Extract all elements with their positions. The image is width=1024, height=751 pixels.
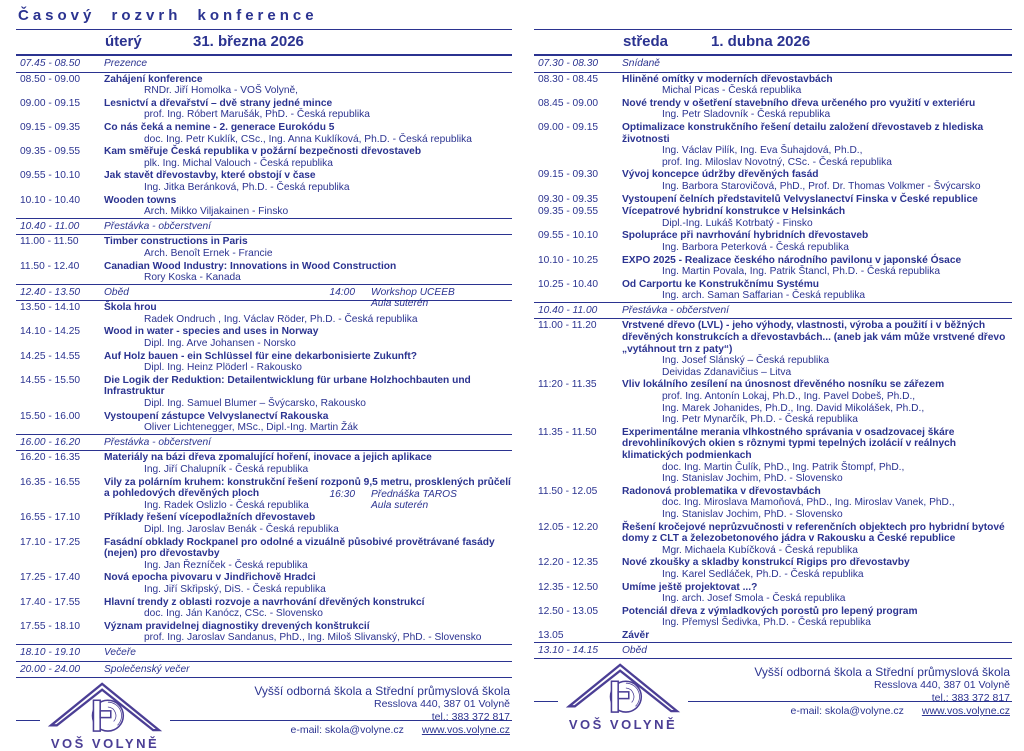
speaker-line: Ing. Radek Oslizlo - Česká republika: [144, 499, 309, 511]
talk-title: Závěr: [622, 629, 650, 641]
speaker-line: Ing. arch. Saman Saffarian - Česká republika: [662, 290, 866, 302]
schedule-talk-row: [16, 536, 512, 572]
schedule-talk-row: [16, 374, 512, 410]
note-time: 14:00: [329, 286, 355, 298]
website-link[interactable]: www.vos.volyne.cz: [421, 724, 510, 737]
row-time: 13.10 - 14.15: [538, 644, 599, 656]
speaker-line: Ing. Stanislav Jochim, PhD. - Slovensko: [662, 473, 843, 485]
talk-title: Vrstvené dřevo (LVL) - jeho výhody, vlastnosti, výroba a použití i v běžných dřevěných konstrukcích a dřevostavbách... (aneb jak vám může vrstvené dřevo „vytáhnout trn z paty“): [622, 320, 1006, 355]
talk-title: Radonová problematika v dřevostavbách: [622, 485, 821, 497]
speaker-line: Ing. Petr Mynarčík, Ph.D. - Česká republika: [662, 414, 858, 426]
row-time: 17.25 - 17.40: [20, 572, 81, 584]
school-phone: tel.: 383 372 817: [431, 711, 510, 724]
schedule-rows-wednesday: [534, 56, 1012, 659]
vos-volyne-logo: [40, 681, 170, 751]
talk-title: Co nás čeká a nemine - 2. generace Eurokódu 5: [104, 121, 335, 133]
speaker-line: Dipl. Ing. Samuel Blumer – Švýcarsko, Rakousko: [144, 398, 366, 410]
schedule-break-row: [16, 56, 512, 73]
row-time: 16.35 - 16.55: [20, 476, 81, 488]
schedule-break-row: [16, 434, 512, 452]
row-content: [622, 98, 1012, 121]
row-content: [622, 230, 1012, 253]
row-time: 09.15 - 09.35: [20, 121, 81, 133]
speaker-line: prof. Ing. Jaroslav Sandanus, PhD., Ing. Miloš Slivanský, PhD. - Slovensko: [144, 632, 482, 644]
speaker-line: Ing. Jiří Chalupník - Česká republika: [144, 464, 309, 475]
row-time: 14.25 - 14.55: [20, 350, 81, 362]
note-time: 16:30: [329, 488, 355, 500]
document-title: Časový rozvrh konference: [18, 7, 318, 24]
row-content: [104, 621, 512, 644]
row-time: 09.35 - 09.55: [538, 206, 599, 218]
schedule-talk-row: [16, 596, 512, 620]
speaker-line: Ing. Josef Slánský – Česká republika: [662, 355, 830, 367]
row-time: 11:20 - 11.35: [538, 379, 597, 391]
speaker-line: Ing. Jiří Skřipský, DiS. - Česká republika: [144, 583, 326, 595]
row-content: [104, 512, 512, 535]
vos-volyne-logo: [558, 662, 688, 732]
row-content: [622, 255, 1012, 278]
schedule-talk-row: [534, 278, 1012, 302]
speaker-line: Ing. Petr Sladovník - Česká republika: [662, 109, 831, 121]
school-address: Resslova 440, 387 01 Volyně: [373, 698, 510, 711]
row-time: 09.30 - 09.35: [538, 193, 599, 205]
row-time: 09.00 - 09.15: [20, 97, 81, 109]
speaker-line: Michal Picas - Česká republika: [662, 85, 802, 97]
title-spacer: [534, 7, 1012, 29]
speaker-line: doc. Ing. Petr Kuklík, CSc., Ing. Anna Kuklíková, Ph.D. - Česká republika: [144, 133, 472, 145]
schedule-talk-row: [16, 325, 512, 349]
row-content: [104, 221, 512, 233]
row-time: 10.10 - 10.40: [20, 194, 81, 206]
row-content: [104, 326, 512, 349]
schedule-talk-row: [534, 426, 1012, 485]
break-label: Snídaně: [622, 58, 660, 69]
talk-title: Od Carportu ke Konstrukčnímu Systému: [622, 278, 819, 290]
speaker-line: Mgr. Michaela Kubíčková - Česká republika: [662, 544, 858, 556]
speaker-line: Rory Koska - Kanada: [144, 272, 241, 284]
row-time: 12.50 - 13.05: [538, 605, 599, 617]
row-time: 11.35 - 11.50: [538, 426, 597, 438]
row-content: [104, 170, 512, 193]
row-time: 13.05: [538, 629, 564, 641]
row-content: [104, 261, 512, 284]
note-line: Workshop UCEEB: [371, 286, 455, 298]
row-time: 10.40 - 11.00: [20, 220, 80, 232]
schedule-break-row: [534, 302, 1012, 320]
row-content: [622, 522, 1012, 557]
talk-title: Nová epocha pivovaru v Jindřichově Hradci: [104, 572, 316, 584]
talk-title: Nové trendy v ošetření stavebního dřeva určeného pro využití v exteriéru: [622, 97, 976, 109]
row-content: [622, 279, 1012, 302]
schedule-talk-row: [534, 556, 1012, 580]
talk-title: Timber constructions in Paris: [104, 236, 248, 248]
row-time: 10.25 - 10.40: [538, 278, 599, 290]
schedule-talk-row: [534, 485, 1012, 521]
day-name: úterý: [105, 33, 142, 50]
schedule-break-row: [16, 662, 512, 679]
row-content: [104, 411, 512, 434]
schedule-rows-tuesday: [16, 56, 512, 678]
schedule-talk-row: [16, 121, 512, 145]
speaker-line: Ing. arch. Josef Smola - Česká republika: [662, 593, 846, 605]
talk-title: Fasádní obklady Rockpanel pro odolné a vizuálně působivé provětrávané fasády (nejen) pro dřevostavby: [104, 536, 495, 560]
speaker-line: Ing. Jan Řezníček - Česká republika: [144, 559, 308, 571]
speaker-line: doc. Ing. Martin Čulík, PhD., Ing. Patrik Štompf, PhD.,: [662, 461, 905, 473]
row-time: 11.50 - 12.40: [20, 260, 80, 272]
schedule-talk-row: [534, 629, 1012, 643]
row-content: [622, 606, 1012, 629]
footer-contact-block: [754, 665, 1010, 718]
row-content: [622, 379, 1012, 425]
logo-text: VOŠ VOLYNĚ: [50, 736, 160, 751]
schedule-talk-row: [534, 73, 1012, 97]
speaker-line: Ing. Marek Johanides, Ph.D., Ing. David Mikolášek, Ph.D.,: [662, 402, 925, 414]
school-name: Vyšší odborná škola a Střední průmyslová škola: [754, 665, 1010, 680]
row-time: 12.40 - 13.50: [20, 286, 81, 298]
row-time: 11.00 - 11.50: [20, 236, 79, 248]
email-address: e-mail: skola@volyne.cz: [290, 724, 404, 737]
side-note: [321, 287, 455, 311]
schedule-break-row: [534, 56, 1012, 73]
break-label: Přestávka - občerstvení: [104, 436, 212, 448]
row-content: [622, 206, 1012, 229]
schedule-talk-row: [16, 410, 512, 434]
website-link[interactable]: www.vos.volyne.cz: [921, 705, 1010, 718]
note-line: Aula suterén: [371, 500, 429, 512]
speaker-line: Dipl. Ing. Arve Johansen - Norsko: [144, 338, 296, 350]
schedule-talk-row: [16, 451, 512, 475]
row-content: [622, 74, 1012, 97]
talk-title: Wood in water - species and uses in Norway: [104, 326, 319, 338]
page-tuesday: [16, 7, 512, 751]
speaker-line: Arch. Benoît Ernek - Francie: [144, 247, 273, 259]
speaker-line: Ing. Stanislav Jochim, PhD. - Slovensko: [662, 508, 843, 520]
talk-title: Spolupráce při navrhování hybridních dřevostaveb: [622, 230, 869, 242]
talk-title: Zahájení konference: [104, 73, 203, 85]
day-date: 31. března 2026: [193, 33, 304, 50]
row-time: 16.20 - 16.35: [20, 452, 81, 464]
row-time: 11.00 - 11.20: [538, 320, 597, 332]
talk-title: Materiály na bázi dřeva zpomalující hoření, inovace a jejich aplikace: [104, 452, 432, 464]
schedule-talk-row: [534, 205, 1012, 229]
speaker-line: Ing. Přemysl Šedivka, Ph.D. - Česká republika: [662, 617, 871, 629]
row-content: [104, 74, 512, 97]
email-address: e-mail: skola@volyne.cz: [790, 705, 904, 718]
side-note: [321, 489, 457, 513]
talk-title: EXPO 2025 - Realizace českého národního pavilonu v japonské Ósace: [622, 254, 962, 266]
row-time: 08.45 - 09.00: [538, 97, 599, 109]
schedule-talk-row: [16, 97, 512, 121]
schedule-talk-row: [16, 169, 512, 193]
note-text: [371, 489, 457, 513]
page-footer: [16, 681, 512, 751]
schedule-talk-row: [534, 378, 1012, 425]
schedule-talk-row: [16, 476, 512, 512]
speaker-line: Radek Ondruch , Ing. Václav Röder, Ph.D. - Česká republika: [144, 313, 418, 325]
row-content: [622, 557, 1012, 580]
speaker-line: Ing. Jitka Beránková, Ph.D. - Česká republika: [144, 181, 350, 193]
talk-title: Vývoj koncepce údržby dřevěných fasád: [622, 169, 819, 181]
row-content: [622, 320, 1012, 378]
schedule-talk-row: [534, 168, 1012, 192]
talk-title: Potenciál dřeva z výmladkových porostů pro lepený program: [622, 605, 918, 617]
schedule-talk-row: [16, 620, 512, 644]
row-time: 13.50 - 14.10: [20, 302, 81, 314]
schedule-talk-row: [534, 581, 1012, 605]
talk-title: Příklady řešení vícepodlažních dřevostaveb: [104, 512, 316, 524]
row-content: [622, 630, 1012, 642]
row-time: 07.45 - 08.50: [20, 58, 81, 69]
talk-title: Vícepatrové hybridní konstrukce v Helsinkách: [622, 206, 846, 218]
row-time: 17.40 - 17.55: [20, 596, 81, 608]
row-content: [104, 437, 512, 449]
schedule-talk-row: [534, 254, 1012, 278]
speaker-line: Ing. Barbora Peterková - Česká republika: [662, 241, 849, 253]
talk-title: Nové zkoušky a skladby konstrukcí Rigips pro dřevostavby: [622, 557, 910, 569]
break-label: Večeře: [104, 646, 136, 658]
speaker-line: Dipl. Ing. Jaroslav Benák - Česká republika: [144, 523, 339, 535]
school-address: Resslova 440, 387 01 Volyně: [873, 679, 1010, 692]
row-content: [104, 351, 512, 374]
row-content: [104, 375, 512, 410]
break-label: Oběd: [622, 644, 647, 656]
speaker-line: Oliver Lichtenegger, MSc., Dipl.-Ing. Martin Žák: [144, 422, 359, 434]
row-content: [104, 572, 512, 595]
schedule-talk-row: [534, 97, 1012, 121]
talk-title: Kam směřuje Česká republika v požární bezpečnosti dřevostaveb: [104, 146, 422, 158]
talk-title: Škola hrou: [104, 302, 157, 314]
day-header-wednesday: [534, 29, 1012, 56]
speaker-line: RNDr. Jiří Homolka - VOŠ Volyně,: [144, 85, 298, 97]
school-name: Vyšší odborná škola a Střední průmyslová škola: [254, 684, 510, 699]
row-content: [104, 597, 512, 620]
row-content: [622, 305, 1012, 317]
speaker-line: Arch. Mikko Viljakainen - Finsko: [144, 206, 289, 218]
row-content: [104, 98, 512, 121]
talk-title: Lesnictví a dřevařství – dvě strany jedné mince: [104, 97, 333, 109]
row-time: 09.00 - 09.15: [538, 121, 599, 133]
talk-title: Význam pravidelnej diagnostiky drevených konštrukcií: [104, 620, 370, 632]
talk-title: Experimentálne merania vlhkostného správania v osadzovacej škáre drevohliníkových okien s rôznymi typmi tepelných izolácií v reálnych klimatických podmienkach: [622, 426, 957, 461]
row-content: [622, 645, 1012, 657]
talk-title: Canadian Wood Industry: Innovations in Wood Construction: [104, 260, 397, 272]
schedule-talk-row: [16, 73, 512, 97]
row-time: 09.15 - 09.30: [538, 169, 599, 181]
school-house-icon: [564, 662, 682, 714]
speaker-line: Ing. Karel Sedláček, Ph.D. - Česká republika: [662, 568, 864, 580]
row-time: 09.35 - 09.55: [20, 146, 81, 158]
schedule-talk-row: [16, 350, 512, 374]
talk-title: Vily za polárním kruhem: konstrukční řešení rozponů 9,5 metru, prosklených průčelí a pohledových dřevěných ploch: [104, 476, 511, 500]
row-time: 10.40 - 11.00: [538, 304, 598, 316]
break-label: Přestávka - občerstvení: [622, 304, 730, 316]
row-time: 10.10 - 10.25: [538, 254, 599, 266]
talk-title: Jak stavět dřevostavby, které obstojí v čase: [104, 170, 316, 182]
row-content: [104, 58, 512, 70]
talk-title: Auf Holz bauen - ein Schlüssel für eine dekarbonisierte Zukunft?: [104, 350, 418, 362]
row-content: [104, 236, 512, 259]
speaker-line: plk. Ing. Michal Valouch - Česká republika: [144, 157, 333, 169]
row-time: 12.35 - 12.50: [538, 581, 599, 593]
school-house-icon: [46, 681, 164, 733]
speaker-line: Dipl.-Ing. Lukáš Kotrbatý - Finsko: [662, 217, 813, 229]
talk-title: Wooden towns: [104, 194, 177, 206]
row-time: 11.50 - 12.05: [538, 485, 598, 497]
speaker-line: Ing. Barbora Starovičová, PhD., Prof. Dr. Thomas Volkmer - Švýcarsko: [662, 180, 981, 192]
row-time: 18.10 - 19.10: [20, 646, 81, 658]
schedule-talk-row: [534, 193, 1012, 206]
speaker-line: prof. Ing. Róbert Marušák, PhD. - Česká republika: [144, 109, 370, 121]
schedule-talk-row: [534, 605, 1012, 629]
schedule-talk-row: [16, 235, 512, 259]
row-content: [104, 146, 512, 169]
note-line: Aula suterén: [371, 298, 429, 310]
page-wednesday: [534, 7, 1012, 732]
row-content: [622, 169, 1012, 192]
row-content: [104, 647, 512, 659]
schedule-talk-row: [16, 145, 512, 169]
schedule-break-row: [16, 644, 512, 662]
row-content: [622, 122, 1012, 168]
row-time: 07.30 - 08.30: [538, 58, 599, 69]
row-content: [104, 452, 512, 475]
speaker-line: doc. Ing. Miroslava Mamoňová, PhD., Ing. Miroslav Vanek, PhD.,: [662, 497, 955, 509]
row-time: 09.55 - 10.10: [538, 230, 599, 242]
row-time: 17.55 - 18.10: [20, 620, 81, 632]
talk-title: Hlavní trendy z oblasti rozvoje a navrhování dřevěných konstrukcí: [104, 596, 425, 608]
break-label: Přestávka - občerstvení: [104, 220, 212, 232]
schedule-talk-row: [16, 260, 512, 284]
break-label: Prezence: [104, 58, 148, 69]
row-content: [104, 537, 512, 572]
speaker-line: Ing. Václav Pilík, Ing. Eva Šuhajdová, Ph.D.,: [662, 145, 863, 157]
logo-text: VOŠ VOLYNĚ: [568, 717, 678, 733]
row-content: [622, 58, 1012, 70]
schedule-talk-row: [534, 229, 1012, 253]
talk-title: Hliněné omítky v moderních dřevostavbách: [622, 73, 833, 85]
schedule-talk-row: [534, 521, 1012, 557]
row-time: 15.50 - 16.00: [20, 410, 81, 422]
row-time: 20.00 - 24.00: [20, 663, 81, 675]
speaker-line: Ing. Martin Povala, Ing. Patrik Štancl, Ph.D. - Česká republika: [662, 266, 941, 278]
row-time: 16.00 - 16.20: [20, 436, 81, 448]
page-footer: [534, 662, 1012, 732]
row-content: [104, 122, 512, 145]
schedule-talk-row: [16, 571, 512, 595]
talk-title: Řešení kročejové neprůzvučnosti v referenčních objektech pro hybridní bytové domy z CLT a železobetonového jádra v Rakousku a České republice: [622, 521, 1005, 545]
row-time: 12.05 - 12.20: [538, 521, 599, 533]
talk-title: Umíme ještě projektovat ...?: [622, 581, 758, 593]
footer-contact-block: [254, 684, 510, 737]
row-time: 14.10 - 14.25: [20, 326, 81, 338]
row-content: [104, 195, 512, 218]
row-time: 09.55 - 10.10: [20, 170, 81, 182]
row-time: 17.10 - 17.25: [20, 536, 81, 548]
talk-title: Die Logik der Reduktion: Detailentwicklung für urbane Holzhochbauten und Infrastruktur: [104, 374, 471, 398]
break-label: Společenský večer: [104, 663, 190, 675]
talk-title: Vystoupení čelních představitelů Velvyslanectví Finska v České republice: [622, 193, 978, 205]
speaker-line: Dipl. Ing. Heinz Plöderl - Rakousko: [144, 362, 302, 374]
row-time: 14.55 - 15.50: [20, 374, 81, 386]
speaker-line: doc. Ing. Ján Kanócz, CSc. - Slovensko: [144, 608, 323, 620]
row-content: [622, 194, 1012, 206]
break-label: Oběd: [104, 286, 129, 298]
day-date: 1. dubna 2026: [711, 33, 811, 50]
row-time: 08.50 - 09.00: [20, 73, 81, 85]
day-header-tuesday: [16, 29, 512, 56]
row-content: [622, 582, 1012, 605]
day-name: středa: [623, 33, 669, 50]
talk-title: Vliv lokálního zesílení na únosnost dřevěného nosníku se zářezem: [622, 379, 945, 391]
talk-title: Optimalizace konstrukčního řešení detailu založení dřevostaveb z hlediska životnosti: [622, 121, 984, 145]
speaker-line: prof. Ing. Miloslav Novotný, CSc. - Česká republika: [662, 156, 892, 168]
row-time: 16.55 - 17.10: [20, 512, 81, 524]
note-text: [371, 287, 455, 311]
row-time: 12.20 - 12.35: [538, 557, 599, 569]
row-content: [622, 486, 1012, 521]
schedule-break-row: [534, 643, 1012, 660]
talk-title: Vystoupení zástupce Velvyslanectví Rakouska: [104, 410, 329, 422]
schedule-talk-row: [16, 511, 512, 535]
speaker-line: Deividas Zdanavičius – Litva: [662, 366, 792, 378]
schedule-talk-row: [534, 319, 1012, 378]
row-content: [104, 664, 512, 676]
row-content: [622, 427, 1012, 485]
schedule-talk-row: [534, 121, 1012, 168]
school-phone: tel.: 383 372 817: [931, 692, 1010, 705]
row-time: 08.30 - 08.45: [538, 73, 599, 85]
schedule-talk-row: [16, 194, 512, 218]
speaker-line: prof. Ing. Antonín Lokaj, Ph.D., Ing. Pavel Dobeš, Ph.D.,: [662, 391, 916, 403]
schedule-break-row: [16, 218, 512, 236]
note-line: Přednáška TAROS: [371, 488, 457, 500]
